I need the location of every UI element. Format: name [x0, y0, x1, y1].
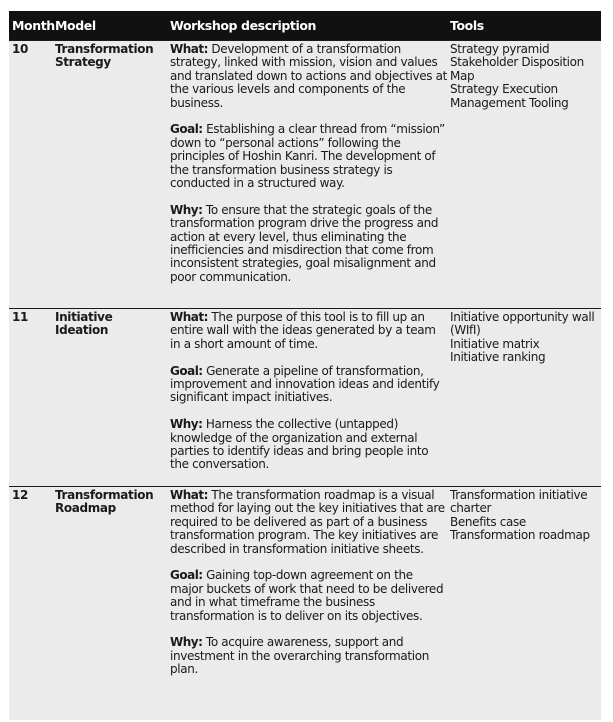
row-tools [448, 489, 601, 720]
goal-paragraph [170, 123, 448, 190]
row-description [168, 489, 448, 720]
what-paragraph [170, 43, 448, 110]
table-row [9, 308, 601, 486]
what-label: What: [170, 310, 208, 324]
goal-label: Goal: [170, 568, 203, 583]
row-model: Initiative Ideation [55, 310, 113, 338]
row-month: 12 [12, 488, 28, 502]
goal-label: Goal: [170, 363, 203, 378]
header-month: Month [12, 18, 55, 33]
what-text: Development of a transformation strategy, linked with mission, vision and values and translated down to actions and objectives at the various levels and components of the business. [170, 42, 448, 110]
header-description: Workshop description [170, 18, 317, 33]
table-header [9, 11, 601, 40]
row-tools [448, 311, 601, 486]
why-text: To ensure that the strategic goals of the transformation program drive the progress and action at every level, thus eliminating the inefficiencies and misdirection that come from inconsistent strategies, goal misalignment and poor communication. [170, 202, 439, 284]
row-month: 11 [12, 310, 28, 324]
header-model: Model [55, 18, 96, 33]
why-text: To acquire awareness, support and investment in the overarching transformation plan. [170, 635, 429, 677]
header-tools: Tools [450, 18, 484, 33]
goal-text: Establishing a clear thread from “mission” down to “personal actions” following the principles of Hoshin Kanri. The development of the transformation business strategy is conducted in a structured way. [170, 122, 445, 191]
goal-text: Gaining top-down agreement on the major buckets of work that need to be delivered and in what timeframe the business transformation is to deliver on its objectives. [170, 568, 444, 623]
why-paragraph [170, 636, 448, 676]
why-paragraph [170, 204, 448, 284]
tool-item: Benefits case [450, 514, 526, 529]
row-description [168, 43, 448, 308]
why-label: Why: [170, 202, 203, 217]
tool-item: Stakeholder Disposition Map [450, 55, 584, 83]
goal-paragraph [170, 365, 448, 405]
what-paragraph [170, 489, 448, 556]
row-model: Transformation Strategy [55, 42, 154, 70]
what-text: The transformation roadmap is a visual method for laying out the key initiatives that are required to be delivered as part of a business transformation program. The key initiatives are described in transformation initiative sheets. [170, 488, 445, 556]
why-paragraph [170, 418, 448, 472]
tool-item: Initiative opportunity wall (WIfI) [450, 310, 595, 338]
table-row [9, 486, 601, 720]
tool-item: Transformation roadmap [450, 528, 590, 543]
why-text: Harness the collective (untapped) knowledge of the organization and external parties to identify ideas and bring people into the conversation. [170, 417, 429, 472]
what-paragraph [170, 311, 448, 351]
why-label: Why: [170, 635, 203, 650]
what-label: What: [170, 488, 208, 502]
what-text: The purpose of this tool is to fill up an entire wall with the ideas generated by a team in a short amount of time. [170, 310, 436, 351]
what-label: What: [170, 42, 208, 56]
row-tools [448, 43, 601, 308]
tool-item: Initiative ranking [450, 350, 546, 365]
tool-item: Strategy Execution Management Tooling [450, 82, 569, 110]
goal-label: Goal: [170, 122, 203, 137]
goal-paragraph [170, 569, 448, 623]
tool-item: Strategy pyramid [450, 42, 550, 56]
row-model: Transformation Roadmap [55, 488, 154, 516]
workshop-table [9, 11, 601, 720]
tool-item: Initiative matrix [450, 336, 540, 351]
tool-item: Transformation initiative charter [450, 488, 588, 516]
why-label: Why: [170, 417, 203, 432]
goal-text: Generate a pipeline of transformation, improvement and innovation ideas and identify significant impact initiatives. [170, 363, 440, 405]
table-row [9, 40, 601, 308]
row-description [168, 311, 448, 486]
row-month: 10 [12, 42, 28, 56]
